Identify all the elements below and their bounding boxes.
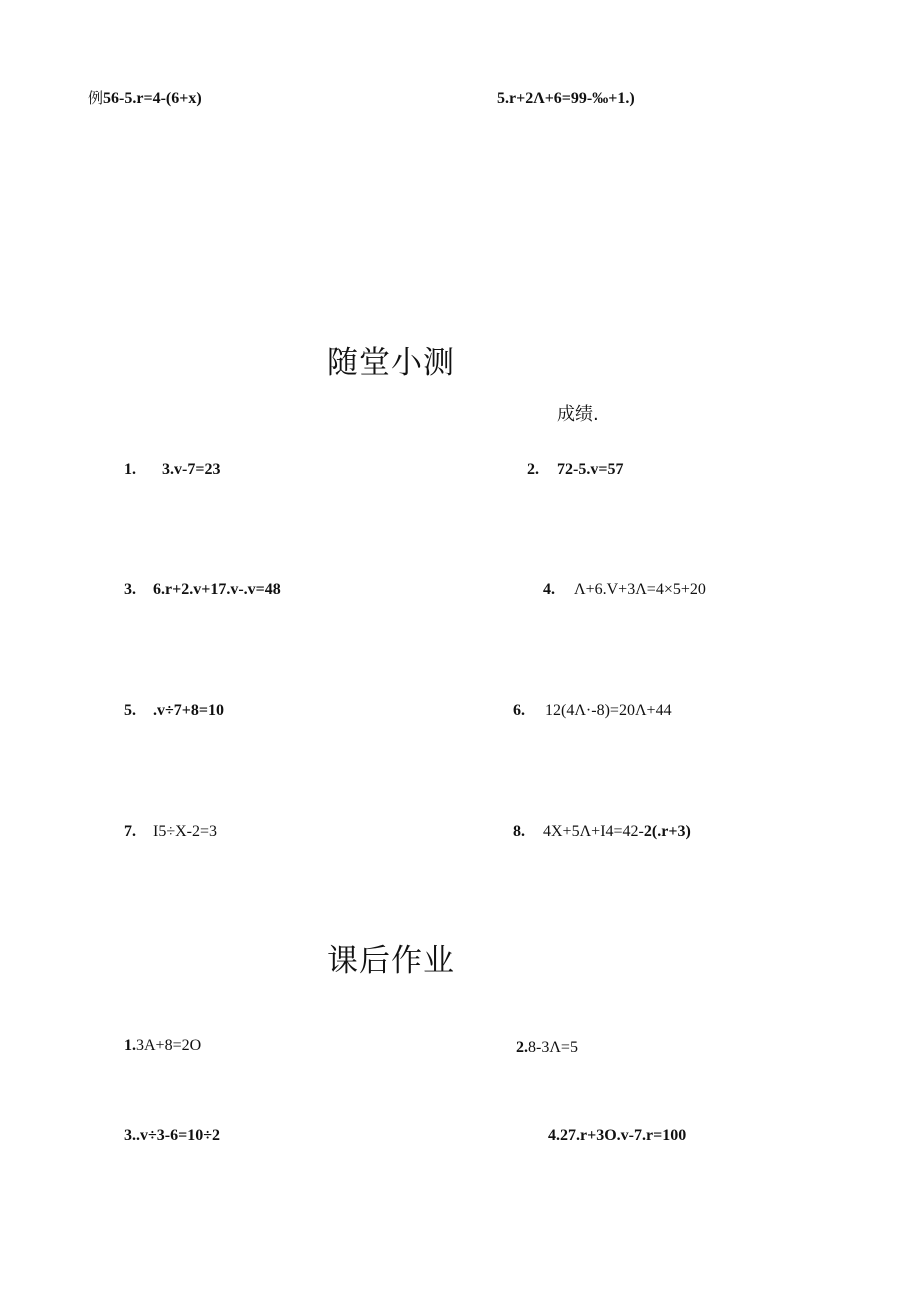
quiz-item-6-num: 6. xyxy=(513,702,525,719)
quiz-item-7-num: 7. xyxy=(124,823,136,840)
quiz-item-8-eq-part-a: 4X+5Λ+I4=42- xyxy=(543,823,644,840)
quiz-item-5-num: 5. xyxy=(124,702,136,719)
homework-item-1-eq: 3A+8=2O xyxy=(136,1037,202,1054)
quiz-item-8-eq xyxy=(543,824,691,840)
quiz-item-1-num: 1. xyxy=(124,461,136,478)
homework-item-4 xyxy=(548,1128,686,1144)
quiz-item-8-eq-part-b: 2(.r+3) xyxy=(643,823,691,840)
homework-item-2-num: 2. xyxy=(516,1039,528,1056)
homework-title: 课后作业 xyxy=(327,943,455,979)
score-label: 成绩. xyxy=(557,404,599,425)
quiz-item-4-eq: Λ+6.V+3Λ=4×5+20 xyxy=(574,581,706,598)
example-right-equation: 5.r+2Λ+6=99-‰+1.) xyxy=(497,90,635,107)
quiz-item-3-num: 3. xyxy=(124,581,136,598)
quiz-item-2-eq: 72-5.v=57 xyxy=(557,461,624,478)
quiz-item-7-eq: I5÷X-2=3 xyxy=(153,823,218,840)
quiz-item-3-eq: 6.r+2.v+17.v-.v=48 xyxy=(153,581,281,598)
example-prefix: 例 xyxy=(88,89,104,107)
quiz-item-4-num: 4. xyxy=(543,581,555,598)
quiz-title: 随堂小测 xyxy=(327,345,455,381)
quiz-item-8-num: 8. xyxy=(513,823,525,840)
example-left-equation: 56-5.r=4-(6+x) xyxy=(103,90,202,107)
homework-item-3 xyxy=(124,1128,220,1144)
homework-item-1-num: 1. xyxy=(124,1037,136,1054)
example-left xyxy=(88,91,202,107)
homework-item-4-eq: 27.r+3O.v-7.r=100 xyxy=(560,1127,687,1144)
quiz-item-6-eq: 12(4Λ·-8)=20Λ+44 xyxy=(545,702,672,719)
homework-item-4-num: 4. xyxy=(548,1127,560,1144)
homework-item-3-num: 3. xyxy=(124,1127,136,1144)
homework-item-3-eq: .v÷3-6=10÷2 xyxy=(136,1127,221,1144)
quiz-item-1-eq: 3.v-7=23 xyxy=(162,461,221,478)
quiz-item-2-num: 2. xyxy=(527,461,539,478)
homework-item-2 xyxy=(516,1040,578,1056)
homework-item-2-eq: 8-3Λ=5 xyxy=(528,1039,578,1056)
homework-item-1 xyxy=(124,1038,201,1054)
quiz-item-5-eq: .v÷7+8=10 xyxy=(153,702,225,719)
